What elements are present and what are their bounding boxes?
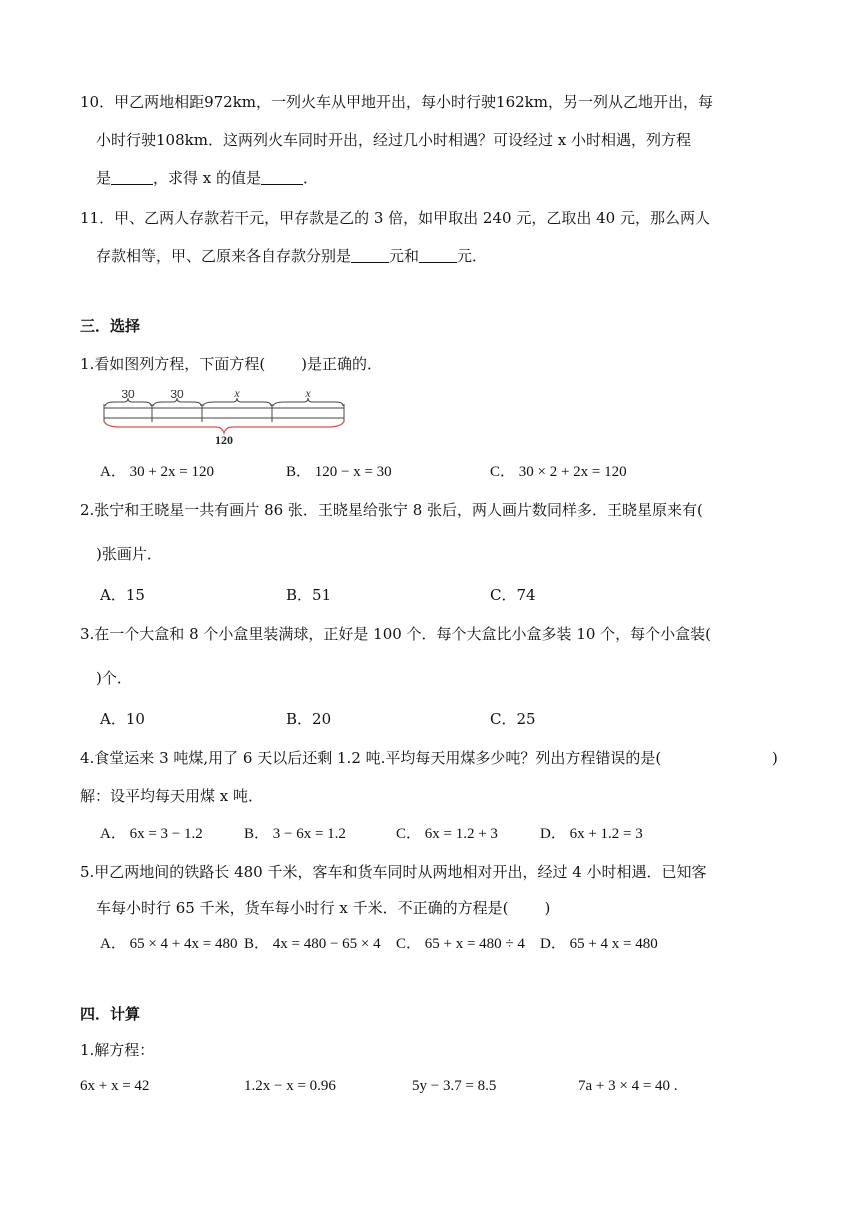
q10-line3 xyxy=(96,168,318,188)
choice5-option-c[interactable]: C． 65 + x = 480 ÷ 4 xyxy=(396,936,525,952)
diagram-label-4: x xyxy=(305,390,311,400)
answer-blank[interactable] xyxy=(261,170,303,185)
calc1-stem: 1.解方程： xyxy=(80,1041,155,1059)
section-heading-choice: 三．选择 xyxy=(80,317,141,335)
choice1-stem-a: 1.看如图列方程，下面方程( xyxy=(80,355,266,373)
equation-1: 6x + x = 42 xyxy=(80,1078,150,1094)
choice3-option-c[interactable]: C．25 xyxy=(490,710,536,728)
q11-line2-b: 元和 xyxy=(389,247,420,265)
choice5-option-a[interactable]: A． 65 × 4 + 4x = 480 xyxy=(100,936,238,952)
choice2-line2: )张画片． xyxy=(96,545,162,563)
diagram-total: 120 xyxy=(215,433,233,447)
q11-line2 xyxy=(96,246,487,266)
choice5-option-b[interactable]: B． 4x = 480 − 65 × 4 xyxy=(244,936,381,952)
q11-line2-a: 存款相等，甲、乙原来各自存款分别是 xyxy=(96,247,352,265)
choice4-line2: 解：设平均每天用煤 x 吨． xyxy=(80,787,263,805)
section-heading-calc: 四．计算 xyxy=(80,1005,141,1023)
equation-2: 1.2x − x = 0.96 xyxy=(244,1078,336,1094)
choice1-option-a[interactable]: A． 30 + 2x = 120 xyxy=(100,464,215,480)
choice5-line2 xyxy=(96,898,550,918)
choice2-option-a[interactable]: A．15 xyxy=(100,586,145,604)
choice4-option-a[interactable]: A． 6x = 3 − 1.2 xyxy=(100,826,203,842)
choice5-option-d[interactable]: D． 65 + 4 x = 480 xyxy=(540,936,658,952)
q10-line2: 小时行驶108km．这两列火车同时开出，经过几小时相遇？可设经过 x 小时相遇，列方程 xyxy=(96,131,691,149)
diagram-label-1: 30 xyxy=(121,390,135,401)
q11-line1: 11．甲、乙两人存款若干元，甲存款是乙的 3 倍，如甲取出 240 元，乙取出 40 元，那么两人 xyxy=(80,209,710,227)
answer-blank[interactable] xyxy=(111,170,153,185)
choice1-stem xyxy=(80,354,382,374)
q10-line3-b: ，求得 x 的值是 xyxy=(153,169,262,187)
q10-line1: 10．甲乙两地相距972km，一列火车从甲地开出，每小时行驶162km，另一列从乙地开出，每 xyxy=(80,93,713,111)
choice3-option-a[interactable]: A．10 xyxy=(100,710,145,728)
segment-diagram xyxy=(100,390,350,448)
choice5-line2-b: ) xyxy=(544,899,551,917)
choice4-option-c[interactable]: C． 6x = 1.2 + 3 xyxy=(396,826,498,842)
choice2-line1: 2.张宁和王晓星一共有画片 86 张．王晓星给张宁 8 张后，两人画片数同样多．王晓星原来有( xyxy=(80,501,703,519)
choice3-option-b[interactable]: B．20 xyxy=(286,710,332,728)
choice2-option-b[interactable]: B．51 xyxy=(286,586,332,604)
choice4-line1: 4.食堂运来 3 吨煤,用了 6 天以后还剩 1.2 吨.平均每天用煤多少吨？列出方程错误的是( xyxy=(80,749,662,767)
equation-4: 7a + 3 × 4 = 40 . xyxy=(578,1078,678,1094)
q10-line3-a: 是 xyxy=(96,169,112,187)
diagram-label-3: x xyxy=(234,390,240,400)
choice5-line1: 5.甲乙两地间的铁路长 480 千米，客车和货车同时从两地相对开出，经过 4 小时相遇．已知客 xyxy=(80,863,707,881)
choice1-stem-b: )是正确的． xyxy=(301,355,383,373)
answer-blank[interactable] xyxy=(419,248,457,263)
choice4-line1-close: ) xyxy=(772,749,778,767)
choice4-option-b[interactable]: B． 3 − 6x = 1.2 xyxy=(244,826,346,842)
answer-blank[interactable] xyxy=(351,248,389,263)
diagram-label-2: 30 xyxy=(170,390,184,401)
choice1-option-c[interactable]: C． 30 × 2 + 2x = 120 xyxy=(490,464,627,480)
choice1-option-b[interactable]: B． 120 − x = 30 xyxy=(286,464,392,480)
choice2-option-c[interactable]: C．74 xyxy=(490,586,536,604)
q11-line2-c: 元． xyxy=(457,247,488,265)
choice4-option-d[interactable]: D． 6x + 1.2 = 3 xyxy=(540,826,643,842)
equation-3: 5y − 3.7 = 8.5 xyxy=(412,1078,497,1094)
choice3-line2: )个． xyxy=(96,669,132,687)
choice5-line2-a: 车每小时行 65 千米，货车每小时行 x 千米．不正确的方程是( xyxy=(96,899,509,917)
choice3-line1: 3.在一个大盒和 8 个小盒里装满球，正好是 100 个．每个大盒比小盒多装 10 个，每个小盒装( xyxy=(80,625,712,643)
q10-line3-c: ． xyxy=(303,169,319,187)
